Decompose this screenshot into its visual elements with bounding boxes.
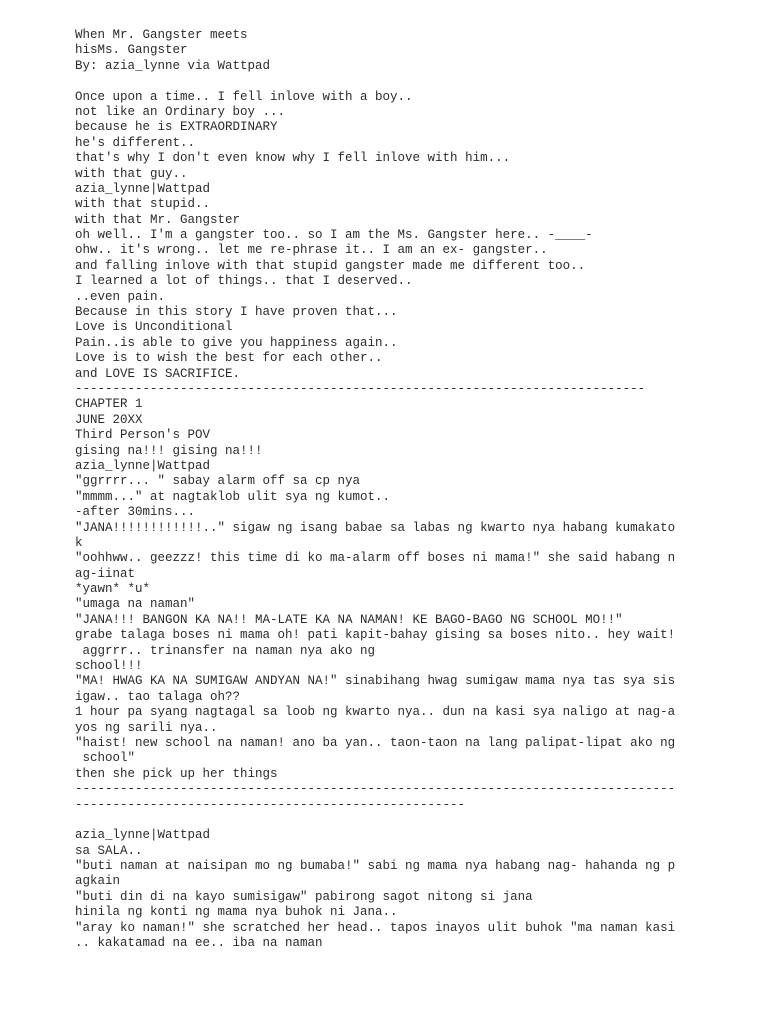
- prologue-line: and LOVE IS SACRIFICE.: [75, 366, 241, 381]
- story-title-line-2: hisMs. Gangster: [75, 43, 188, 58]
- chapter-line: "ggrrrr... " sabay alarm off sa cp nya: [75, 474, 361, 489]
- chapter-line: ag-iinat: [75, 566, 136, 581]
- story-author: By: azia_lynne via Wattpad: [75, 58, 271, 73]
- prologue-line: and falling inlove with that stupid gangster made me different too..: [75, 258, 586, 273]
- chapter-line: "JANA!!!!!!!!!!!!.." sigaw ng isang babae sa labas ng kwarto nya habang kumakato: [75, 520, 676, 535]
- scene-line: sa SALA..: [75, 843, 143, 858]
- chapter-line: school!!!: [75, 659, 143, 674]
- scene-line: .. kakatamad na ee.. iba na naman: [75, 936, 323, 951]
- scene-line: hinila ng konti ng mama nya buhok ni Jana..: [75, 905, 398, 920]
- prologue-line: Love is Unconditional: [75, 320, 233, 335]
- chapter-line: grabe talaga boses ni mama oh! pati kapit-bahay gising sa boses nito.. hey wait!: [75, 628, 676, 643]
- chapter-line: "MA! HWAG KA NA SUMIGAW ANDYAN NA!" sinabihang hwag sumigaw mama nya tas sya sis: [75, 674, 676, 689]
- prologue-line: that's why I don't even know why I fell inlove with him...: [75, 151, 511, 166]
- prologue-line: with that stupid..: [75, 197, 211, 212]
- chapter-line: "umaga na naman": [75, 597, 196, 612]
- chapter-line: JUNE 20XX: [75, 412, 143, 427]
- chapter-line: 1 hour pa syang nagtagal sa loob ng kwarto nya.. dun na kasi sya naligo at nag-a: [75, 705, 676, 720]
- prologue-line: oh well.. I'm a gangster too.. so I am the Ms. Gangster here.. -____-: [75, 228, 593, 243]
- prologue-line: because he is EXTRAORDINARY: [75, 120, 278, 135]
- prologue-line: I learned a lot of things.. that I deserved..: [75, 274, 413, 289]
- prologue-line: Once upon a time.. I fell inlove with a boy..: [75, 89, 413, 104]
- prologue-line: Because in this story I have proven that...: [75, 305, 398, 320]
- scene-line: "buti naman at naisipan mo ng bumaba!" sabi ng mama nya habang nag- hahanda ng p: [75, 859, 676, 874]
- chapter-line: "JANA!!! BANGON KA NA!! MA-LATE KA NA NAMAN! KE BAGO-BAGO NG SCHOOL MO!!": [75, 612, 623, 627]
- story-title-line-1: When Mr. Gangster meets: [75, 28, 248, 42]
- chapter-line: azia_lynne|Wattpad: [75, 458, 211, 473]
- chapter-line: school": [75, 751, 136, 766]
- chapter-line: Third Person's POV: [75, 428, 211, 443]
- blank-line: [75, 74, 755, 89]
- prologue-line: with that guy..: [75, 166, 188, 181]
- scene-line: agkain: [75, 874, 121, 889]
- scene-section: [75, 828, 755, 951]
- divider: ----------------------------------------------------------------------------: [75, 381, 646, 396]
- prologue-line: with that Mr. Gangster: [75, 212, 241, 227]
- chapter-line: yos ng sarili nya..: [75, 720, 218, 735]
- divider: ----------------------------------------------------: [75, 797, 466, 812]
- document-body: [75, 28, 755, 951]
- chapter-line: k: [75, 535, 83, 550]
- scene-line: "aray ko naman!" she scratched her head.. tapos inayos ulit buhok "ma naman kasi: [75, 920, 676, 935]
- chapter-line: "haist! new school na naman! ano ba yan.. taon-taon na lang palipat-lipat ako ng: [75, 735, 676, 750]
- prologue-section: [75, 90, 755, 382]
- chapter-line: CHAPTER 1: [75, 397, 143, 412]
- prologue-line: Love is to wish the best for each other..: [75, 351, 383, 366]
- chapter-line: "mmmm..." at nagtaklob ulit sya ng kumot..: [75, 489, 391, 504]
- chapter-line: -after 30mins...: [75, 505, 196, 520]
- prologue-line: Pain..is able to give you happiness again..: [75, 335, 398, 350]
- prologue-line: ..even pain.: [75, 289, 166, 304]
- chapter-line: igaw.. tao talaga oh??: [75, 689, 241, 704]
- story-header: [75, 28, 755, 74]
- blank-line: [75, 813, 755, 828]
- chapter-line: gising na!!! gising na!!!: [75, 443, 263, 458]
- prologue-line: azia_lynne|Wattpad: [75, 181, 211, 196]
- chapter-section: [75, 397, 755, 782]
- chapter-line: aggrrr.. trinansfer na naman nya ako ng: [75, 643, 376, 658]
- prologue-line: ohw.. it's wrong.. let me re-phrase it.. I am an ex- gangster..: [75, 243, 548, 258]
- divider: --------------------------------------------------------------------------------: [75, 782, 676, 797]
- chapter-line: "oohhww.. geezzz! this time di ko ma-alarm off boses ni mama!" she said habang n: [75, 551, 676, 566]
- scene-line: azia_lynne|Wattpad: [75, 828, 211, 843]
- prologue-line: he's different..: [75, 135, 196, 150]
- chapter-line: then she pick up her things: [75, 766, 278, 781]
- chapter-line: *yawn* *u*: [75, 582, 151, 597]
- prologue-line: not like an Ordinary boy ...: [75, 104, 286, 119]
- scene-line: "buti din di na kayo sumisigaw" pabirong sagot nitong si jana: [75, 889, 533, 904]
